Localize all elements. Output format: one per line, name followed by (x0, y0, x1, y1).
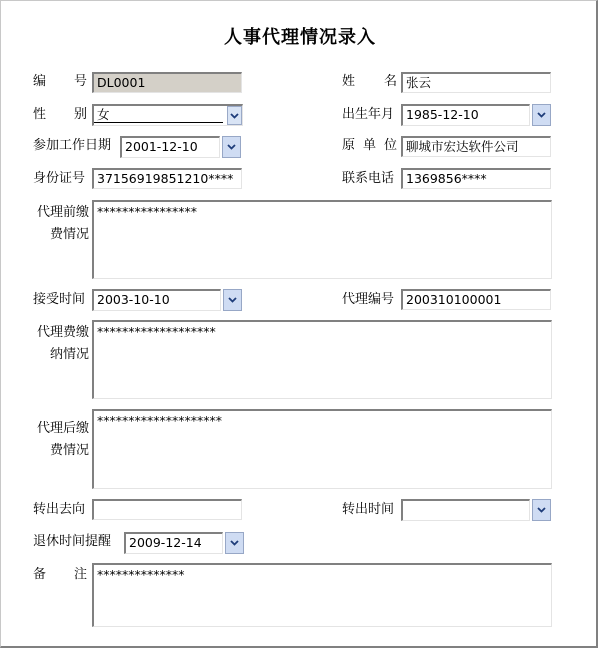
label-work-date: 参加工作日期 (33, 138, 112, 153)
agent-no-field[interactable]: 200310100001 (401, 289, 551, 310)
gender-value: 女 (94, 106, 223, 123)
label-birth: 出生年月 (342, 107, 395, 122)
label-gender: 性 别 (33, 107, 87, 122)
label-transfer-to: 转出去向 (33, 502, 86, 517)
label-agent-no: 代理编号 (342, 292, 395, 307)
birth-dropdown-button[interactable] (532, 104, 551, 126)
accept-time-value: 2003-10-10 (92, 289, 221, 311)
chevron-down-icon (227, 144, 236, 150)
id-card-field[interactable]: 37156919851210**** (92, 168, 242, 189)
orig-unit-field[interactable]: 聊城市宏达软件公司 (401, 136, 551, 157)
name-field[interactable]: 张云 (401, 72, 551, 93)
label-accept-time: 接受时间 (33, 292, 86, 307)
id-field[interactable]: DL0001 (92, 72, 242, 93)
fee-textarea[interactable]: ******************* (92, 320, 552, 399)
birth-value: 1985-12-10 (401, 104, 530, 126)
label-retire-remind: 退休时间提醒 (33, 534, 112, 549)
chevron-down-icon (230, 113, 239, 119)
chevron-down-icon (230, 540, 239, 546)
label-fee: 代理费缴 纳情况 (36, 325, 89, 362)
form-title: 人事代理情况录入 (224, 27, 376, 48)
transfer-to-field[interactable] (92, 499, 242, 520)
retire-remind-dropdown-button[interactable] (225, 532, 244, 554)
label-id: 编 号 (33, 74, 87, 89)
phone-field[interactable]: 1369856**** (401, 168, 551, 189)
retire-remind-select[interactable] (124, 532, 244, 554)
transfer-time-value (401, 499, 530, 521)
remark-textarea[interactable]: ************** (92, 563, 552, 627)
accept-time-dropdown-button[interactable] (223, 289, 242, 311)
accept-time-select[interactable] (92, 289, 242, 311)
label-remark: 备 注 (33, 567, 87, 582)
label-orig-unit: 原 单 位 (342, 138, 397, 153)
post-fee-textarea[interactable]: ******************** (92, 409, 552, 489)
transfer-time-dropdown-button[interactable] (532, 499, 551, 521)
gender-select[interactable] (92, 104, 243, 126)
label-pre-fee: 代理前缴 费情况 (36, 205, 89, 242)
label-post-fee: 代理后缴 费情况 (36, 421, 89, 458)
chevron-down-icon (228, 297, 237, 303)
gender-dropdown-button[interactable] (227, 106, 242, 125)
label-name: 姓 名 (342, 74, 397, 89)
transfer-time-select[interactable] (401, 499, 551, 521)
birth-select[interactable] (401, 104, 551, 126)
chevron-down-icon (537, 507, 546, 513)
work-date-value: 2001-12-10 (120, 136, 220, 158)
work-date-select[interactable] (120, 136, 241, 158)
retire-remind-value: 2009-12-14 (124, 532, 223, 554)
label-transfer-time: 转出时间 (342, 502, 395, 517)
label-id-card: 身份证号 (33, 171, 86, 186)
pre-fee-textarea[interactable]: **************** (92, 200, 552, 279)
chevron-down-icon (537, 112, 546, 118)
label-phone: 联系电话 (342, 171, 395, 186)
work-date-dropdown-button[interactable] (222, 136, 241, 158)
